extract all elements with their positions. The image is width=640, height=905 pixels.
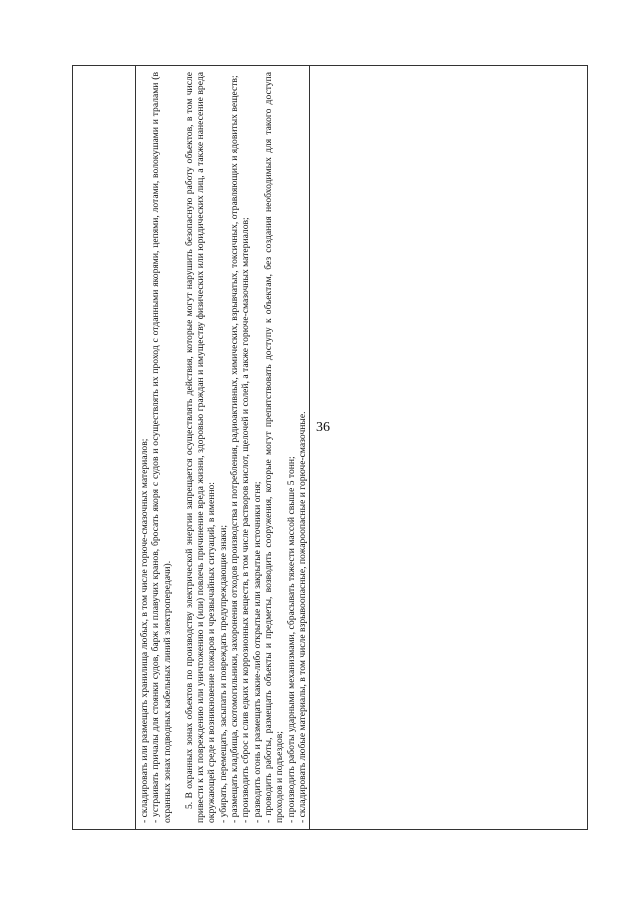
spacer bbox=[173, 72, 184, 823]
table-row-text bbox=[136, 66, 310, 829]
text-line: - производить сброс и слив едких и коррозионных веществ, в том числе растворов кислот, щелочей и солей, а также горюче-смазочных материалов; bbox=[240, 217, 252, 823]
table-row-empty-top bbox=[73, 66, 136, 829]
rotated-table bbox=[72, 65, 588, 830]
table bbox=[72, 65, 588, 830]
text-line: - убирать, перемещать, засыпать и повреждать предупреждающие знаки; bbox=[217, 524, 229, 823]
text-line: - складировать любые материалы, в том числе взрывоопасные, пожароопасные и горюче-смазочные. bbox=[296, 411, 308, 823]
text-line: - размещать кладбища, скотомогильники, захоронения отходов производства и потребления, радиоактивных, химических, взрывчатых, токсичных, отравляющих и ядовитых веществ; bbox=[229, 75, 241, 823]
text-line: - устраивать причалы для стоянки судов, барж и плавучих кранов, бросать якоря с судов и осуществлять их проход с отданными якорями, цепями, лотами, волокушами и тралами (в охранных зонах подводных кабельных линий электропередачи). bbox=[150, 72, 173, 823]
text-line: - производить работы ударными механизмами, сбрасывать тяжести массой свыше 5 тонн; bbox=[285, 456, 297, 823]
text-line: - разводить огонь и размещать какие-либо открытые или закрытые источники огня; bbox=[251, 481, 263, 823]
text-line: - проводить работы, размещать объекты и предметы, возводить сооружения, которые могут препятствовать доступу к объектам, без создания необходимых для такого доступа проходов и подъездов; bbox=[262, 72, 286, 823]
table-row-empty-bottom bbox=[310, 66, 587, 829]
text-line: - складировать или размещать хранилища любых, в том числе горюче-смазочных материалов; bbox=[139, 438, 150, 823]
text-line: 5. В охранных зонах объектов по производству электрической энергии запрещается осуществлять действия, которые могут нарушить безопасную работу объектов, в том числе привести к их повреждению или уничтожению и (или) повлечь причинение вреда жизни, здоровью граждан и имуществу физических или юридических лиц, а также нанесение вреда окружающей среде и возникновение пожаров и чрезвычайных ситуаций, в именно: bbox=[183, 72, 218, 823]
page-number: 36 bbox=[316, 420, 330, 435]
